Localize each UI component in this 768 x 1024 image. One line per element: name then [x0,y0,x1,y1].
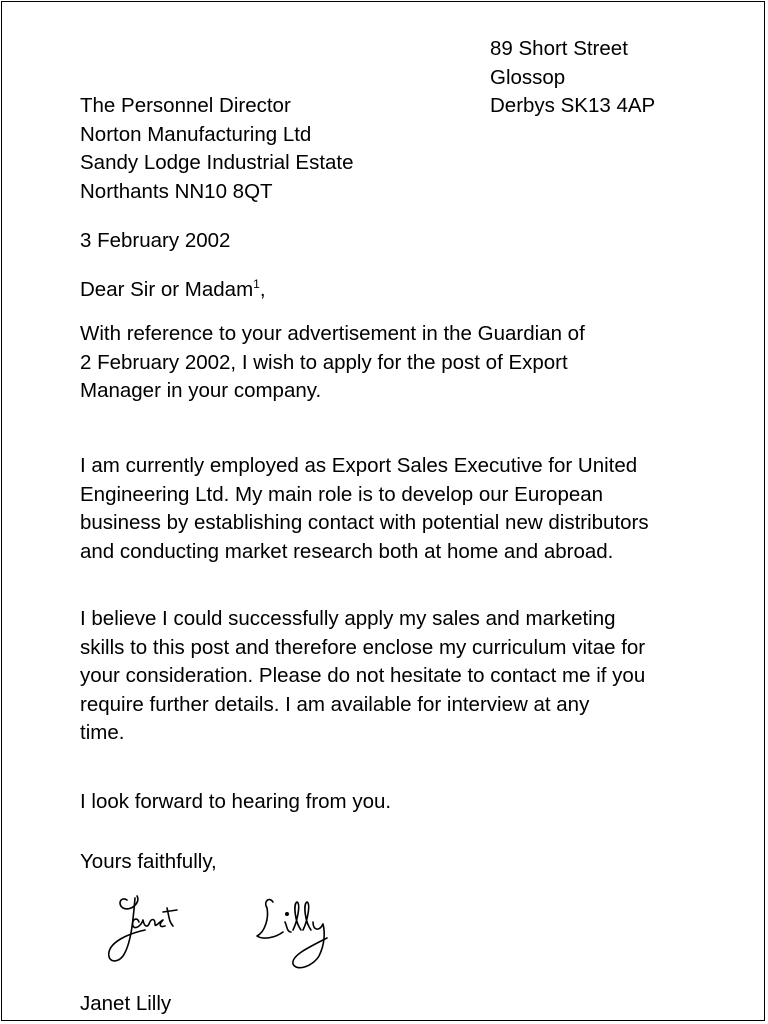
salutation-text: Dear Sir or Madam [80,278,254,301]
body-paragraph [80,320,740,406]
body-paragraph [80,452,740,566]
signer-name: Janet Lilly [80,992,172,1015]
letter-page [1,1,765,1021]
paragraph-line: 2 February 2002, I wish to apply for the post of Export [80,350,568,374]
salutation [80,276,266,305]
recipient-address-line: The Personnel Director [80,94,291,117]
sender-address [490,35,655,121]
recipient-address-line: Sandy Lodge Industrial Estate [80,151,354,174]
paragraph-line: require further details. I am available for interview at any [80,692,590,716]
handwritten-signature [97,882,377,982]
paragraph-line: your consideration. Please do not hesitate to contact me if you [80,664,646,687]
paragraph-line: I believe I could successfully apply my sales and marketing [80,607,616,630]
paragraph-line: skills to this post and therefore enclose my curriculum vitae for [80,635,646,659]
paragraph-line: business by establishing contact with potential new distributors [80,511,649,534]
closing: Yours faithfully, [80,850,217,873]
paragraph-line: and conducting market research both at home and abroad. [80,539,614,563]
paragraph-line: With reference to your advertisement in the Guardian of [80,322,585,345]
salutation-punctuation: , [259,278,266,301]
sender-address-line: Glossop [490,65,566,89]
paragraph-line: I look forward to hearing from you. [80,790,392,813]
footnote-marker: 1 [253,277,260,292]
recipient-address [80,92,354,206]
recipient-address-line: Northants NN10 8QT [80,179,273,203]
sender-address-line: Derbys SK13 4AP [490,94,656,117]
recipient-address-line: Norton Manufacturing Ltd [80,122,312,146]
letter-date: 3 February 2002 [80,229,231,252]
paragraph-line: Engineering Ltd. My main role is to develop our European [80,482,604,506]
paragraph-line: time. [80,721,125,744]
body-paragraph [80,605,740,748]
sender-address-line: 89 Short Street [490,37,628,60]
body-paragraph [80,788,740,817]
paragraph-line: I am currently employed as Export Sales Executive for United [80,454,638,477]
paragraph-line: Manager in your company. [80,379,322,402]
